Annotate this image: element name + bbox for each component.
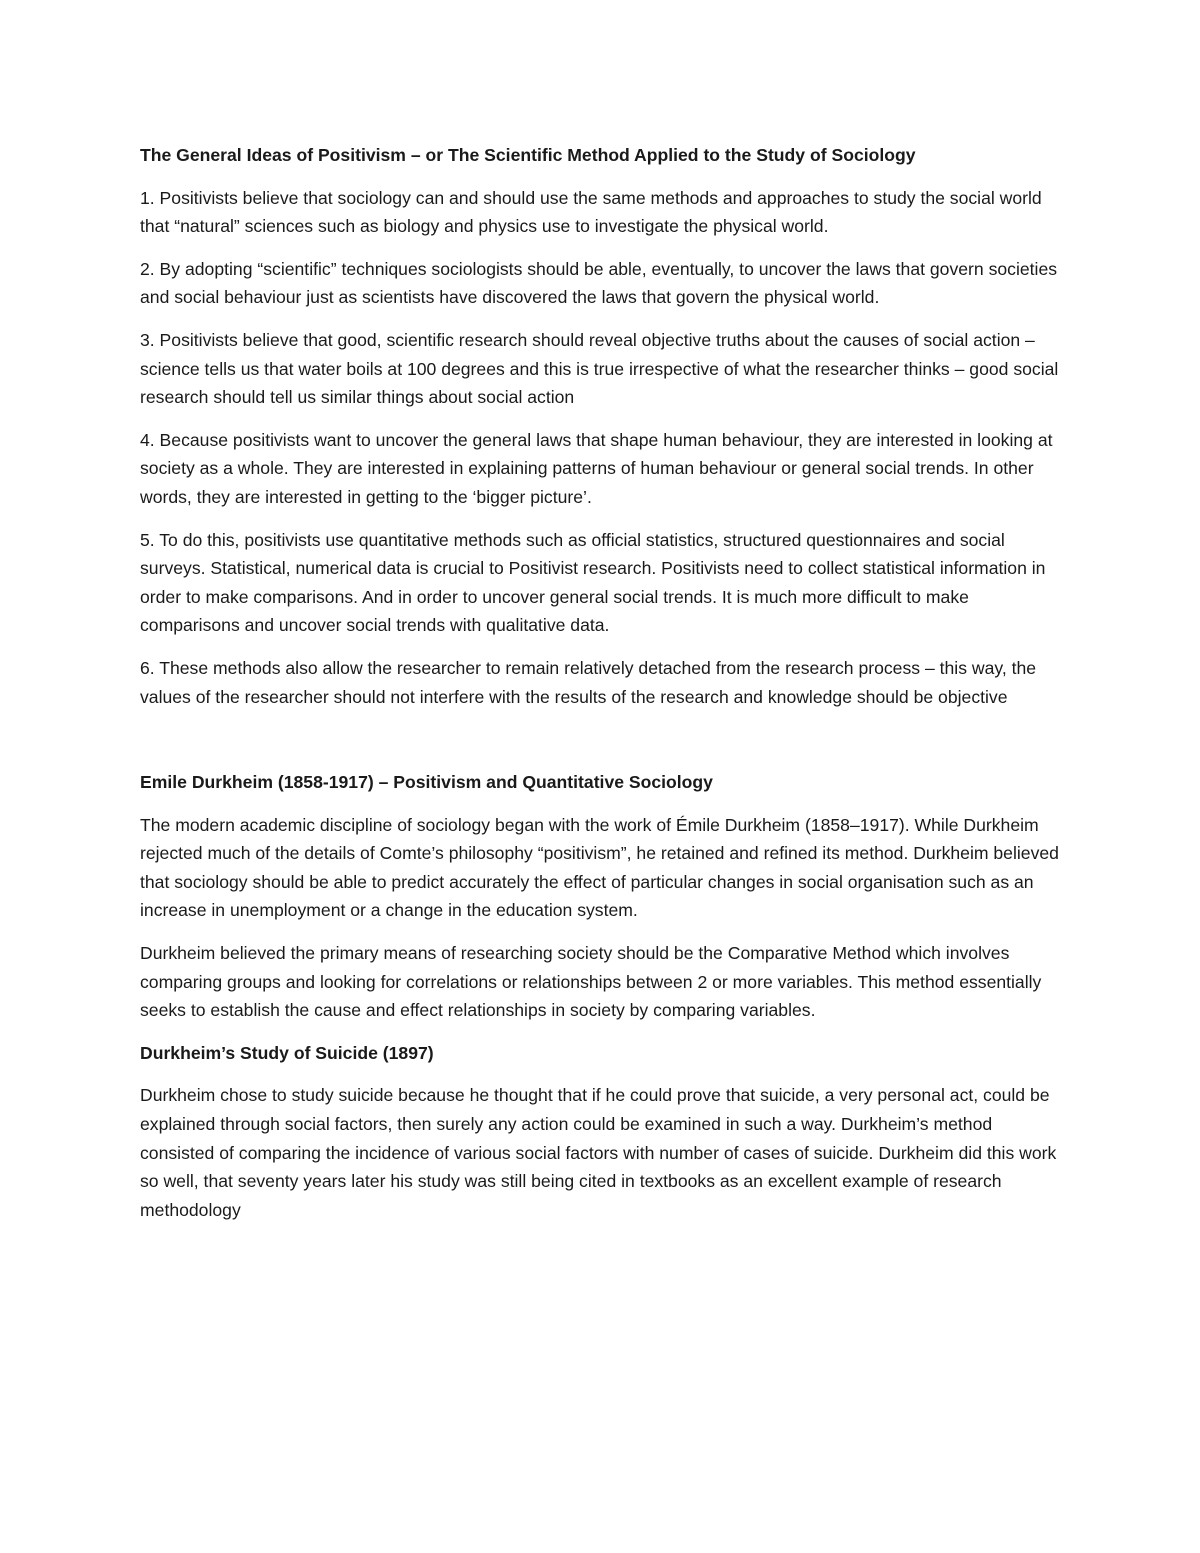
positivism-point-3: 3. Positivists believe that good, scientific research should reveal objective truths about the causes of social action – science tells us that water boils at 100 degrees and this is true irrespective of what the researcher thinks – good social research should tell us similar things about social action [140, 329, 1059, 408]
suicide-study-heading: Durkheim’s Study of Suicide (1897) [140, 1042, 434, 1063]
positivism-point-6: 6. These methods also allow the researcher to remain relatively detached from the research process – this way, the values of the researcher should not interfere with the results of the research and knowledge should be objective [140, 657, 1037, 707]
positivism-point-2: 2. By adopting “scientific” techniques sociologists should be able, eventually, to uncover the laws that govern societies and social behaviour just as scientists have discovered the laws that govern the physical world. [140, 258, 1058, 308]
suicide-study-paragraph: Durkheim chose to study suicide because he thought that if he could prove that suicide, a very personal act, could be explained through social factors, then surely any action could be examined in such a way. Durkheim’s method consisted of comparing the incidence of various social factors with number of cases of suicide. Durkheim did this work so well, that seventy years later his study was still being cited in textbooks as an excellent example of research methodology [140, 1085, 1057, 1220]
durkheim-heading: Emile Durkheim (1858-1917) – Positivism and Quantitative Sociology [140, 772, 713, 793]
positivism-point-5: 5. To do this, positivists use quantitative methods such as official statistics, structured questionnaires and social surveys. Statistical, numerical data is crucial to Positivist research. Positivists need to collect statistical information in order to make comparisons. And in order to uncover general social trends. It is much more difficult to make comparisons and uncover social trends with qualitative data. [140, 529, 1046, 636]
section-spacer [140, 725, 1065, 768]
positivism-heading: The General Ideas of Positivism – or The Scientific Method Applied to the Study of Sociology [140, 145, 916, 165]
positivism-point-4: 4. Because positivists want to uncover the general laws that shape human behaviour, they are interested in looking at society as a whole. They are interested in explaining patterns of human behaviour or general social trends. In other words, they are interested in getting to the ‘bigger picture’. [140, 429, 1053, 507]
durkheim-paragraph-1: The modern academic discipline of sociology began with the work of Émile Durkheim (1858–1917). While Durkheim rejected much of the details of Comte’s philosophy “positivism”, he retained and refined its method. Durkheim believed that sociology should be able to predict accurately the effect of particular changes in social organisation such as an increase in unemployment or a change in the education system. [140, 814, 1059, 921]
document-body [140, 141, 1065, 1238]
positivism-point-1: 1. Positivists believe that sociology can and should use the same methods and approaches to study the social world that “natural” sciences such as biology and physics use to investigate the physical world. [140, 187, 1042, 237]
durkheim-paragraph-2: Durkheim believed the primary means of researching society should be the Comparative Method which involves comparing groups and looking for correlations or relationships between 2 or more variables. This method essentially seeks to establish the cause and effect relationships in society by comparing variables. [140, 943, 1042, 1021]
